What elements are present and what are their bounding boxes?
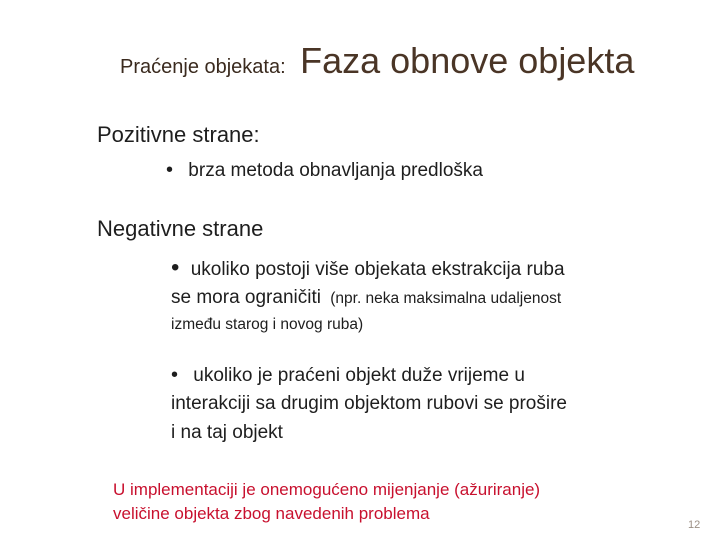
- positives-heading: Pozitivne strane:: [97, 122, 260, 147]
- title-main: Faza obnove objekta: [300, 40, 635, 81]
- bullet-icon: •: [171, 254, 180, 281]
- bullet-icon: •: [166, 159, 174, 181]
- negatives-item-2-text-1: ukoliko je praćeni objekt duže vrijeme u: [193, 365, 525, 386]
- negatives-item-1-text-2-small: (npr. neka maksimalna udaljenost: [330, 290, 562, 307]
- negatives-heading: Negativne strane: [97, 216, 264, 241]
- positives-item-1-text: brza metoda obnavljanja predloška: [188, 160, 483, 181]
- note-line-1: U implementaciji je onemogućeno mijenjanje (ažuriranje): [113, 480, 541, 499]
- negatives-item-1-text-2: se mora ograničiti: [171, 287, 321, 308]
- title-prefix: Praćenje objekata:: [120, 56, 286, 78]
- negatives-item-1-line-1: [171, 256, 565, 282]
- page-number: 12: [688, 519, 701, 531]
- negatives-item-2-line-3: i na taj objekt: [171, 422, 283, 443]
- negatives-item-2-line-2: interakciji sa drugim objektom rubovi se prošire: [171, 393, 567, 414]
- slide-title: [120, 40, 634, 82]
- positives-item-1: [166, 158, 483, 183]
- negatives-item-1-text-1: ukoliko postoji više objekata ekstrakcija ruba: [190, 259, 565, 280]
- note-line-2: veličine objekta zbog navedenih problema: [113, 504, 430, 523]
- implementation-note: [113, 478, 540, 526]
- negatives-item-1-line-2: [171, 286, 561, 311]
- bullet-icon: •: [171, 364, 179, 386]
- negatives-item-2-line-1: [171, 363, 525, 388]
- negatives-item-1-line-3: između starog i novog ruba): [171, 316, 364, 333]
